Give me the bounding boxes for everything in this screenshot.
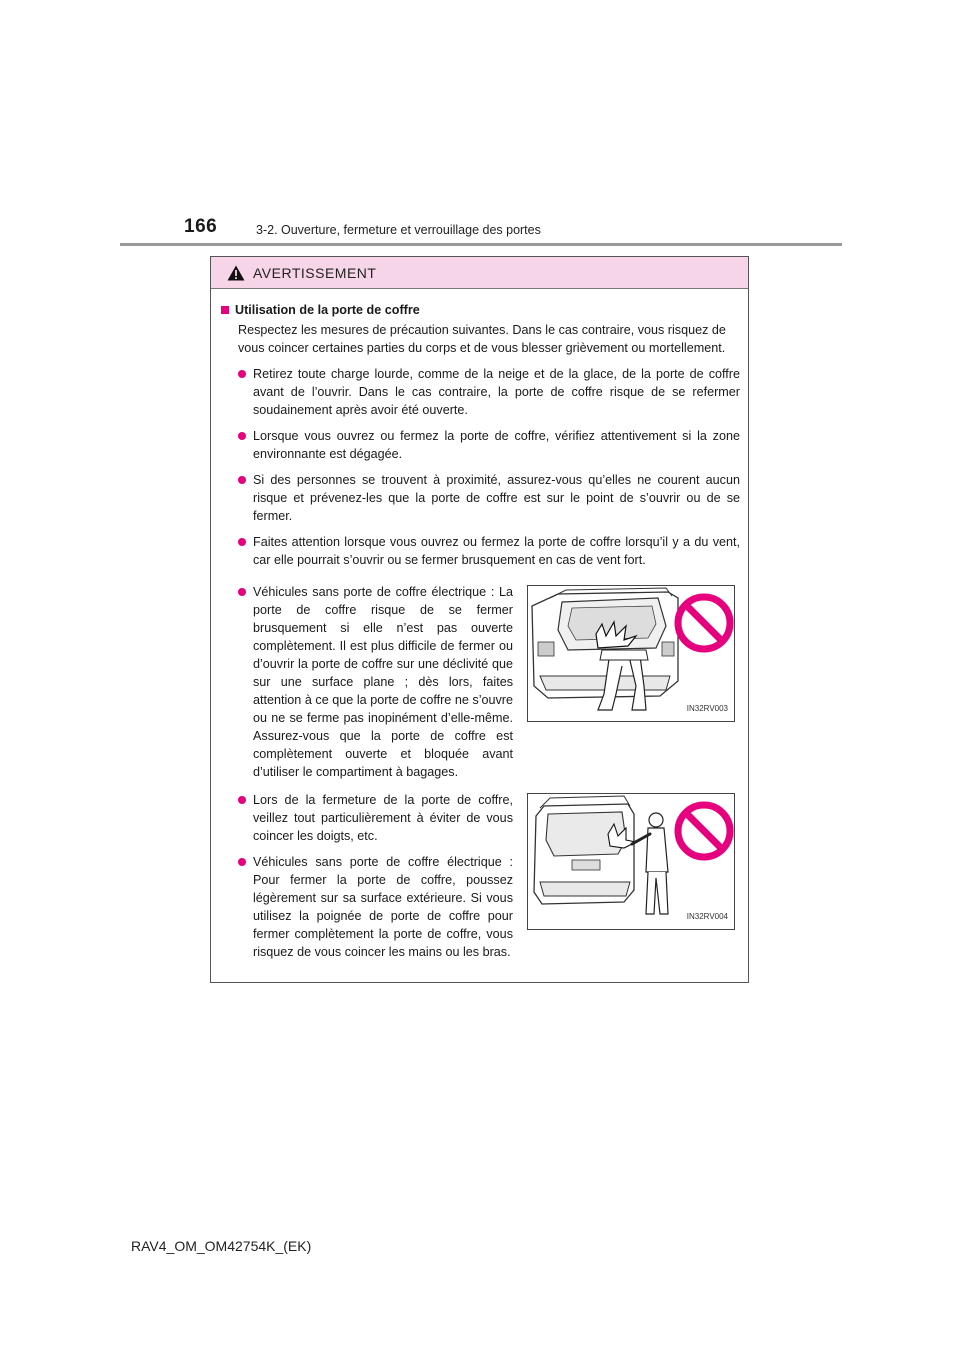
bullet-text: Si des personnes se trouvent à proximité, assurez-vous qu’elles ne courent aucun risque et prévenez-les que la porte de coffre est sur le point de s’ouvrir ou de se fermer. [253,473,740,523]
illustration-trunk-closing-on-person [527,585,735,722]
figure-code: IN32RV004 [686,912,728,921]
figure-code: IN32RV003 [686,704,728,713]
warning-box [210,256,749,983]
illustration-hand-pinched-by-tailgate [527,793,735,930]
warning-header [211,257,748,289]
bullet-item [238,583,513,781]
subheading [221,301,740,319]
intro-text: Respectez les mesures de précaution suivantes. Dans le cas contraire, vous risquez de vous coincer certaines parties du corps et de vous blesser grièvement ou mortellement. [238,323,726,355]
bullet-text: Lorsque vous ouvrez ou fermez la porte de coffre, vérifiez attentivement si la zone environnante est dégagée. [253,429,740,461]
square-bullet-icon [221,306,229,314]
bullet-text: Lors de la fermeture de la porte de coffre, veillez tout particulièrement à éviter de vous coincer les doigts, etc. [253,793,513,843]
footer-doc-code: RAV4_OM_OM42754K_(EK) [131,1238,312,1254]
circle-bullet-icon [238,588,246,596]
figure-row-1-text [221,583,513,781]
circle-bullet-icon [238,432,246,440]
page-number: 166 [184,216,218,237]
circle-bullet-icon [238,476,246,484]
bullet-item [238,365,740,419]
figure-row-2 [221,791,740,961]
circle-bullet-icon [238,858,246,866]
figure-row-2-text [221,791,513,961]
circle-bullet-icon [238,796,246,804]
bullet-text: Faites attention lorsque vous ouvrez ou fermez la porte de coffre lorsqu’il y a du vent, car elle pourrait s’ouvrir ou se fermer brusquement en cas de vent fort. [253,535,740,567]
section-title: 3-2. Ouverture, fermeture et verrouillage des portes [256,223,541,237]
circle-bullet-icon [238,370,246,378]
figure-row-1 [221,583,740,781]
bullet-text: Véhicules sans porte de coffre électrique : La porte de coffre risque de se fermer brusquement si elle n’est pas ouverte complètement. Il est plus difficile de fermer ou d’ouvrir la porte de coffre sur une déclivité que sur une surface plane ; dès lors, faites attention à ce que la porte de coffre ne s’ouvre ou ne se ferme pas inopinément d’elle-même. Assurez-vous que la porte de coffre est complètement ouverte et bloquée avant d’utiliser le compartiment à bagages. [253,585,513,779]
bullet-text: Véhicules sans porte de coffre électrique : Pour fermer la porte de coffre, poussez légèrement sur sa surface extérieure. Si vous utilisez la poignée de porte de coffre pour fermer complètement la porte de coffre, vous risquez de vous coincer les mains ou les bras. [253,855,513,959]
header-rule [120,243,842,246]
warning-triangle-icon [227,265,245,281]
warning-title: AVERTISSEMENT [253,264,377,281]
subheading-text: Utilisation de la porte de coffre [235,303,420,317]
bullet-text: Retirez toute charge lourde, comme de la neige et de la glace, de la porte de coffre avant de l’ouvrir. Dans le cas contraire, la porte de coffre risque de se refermer soudainement après avoir été ouverte. [253,367,740,417]
bullet-item [238,427,740,463]
bullet-item [238,533,740,569]
bullet-item [238,791,513,845]
warning-content [211,289,748,961]
bullet-item [238,853,513,961]
bullet-item [238,471,740,525]
circle-bullet-icon [238,538,246,546]
